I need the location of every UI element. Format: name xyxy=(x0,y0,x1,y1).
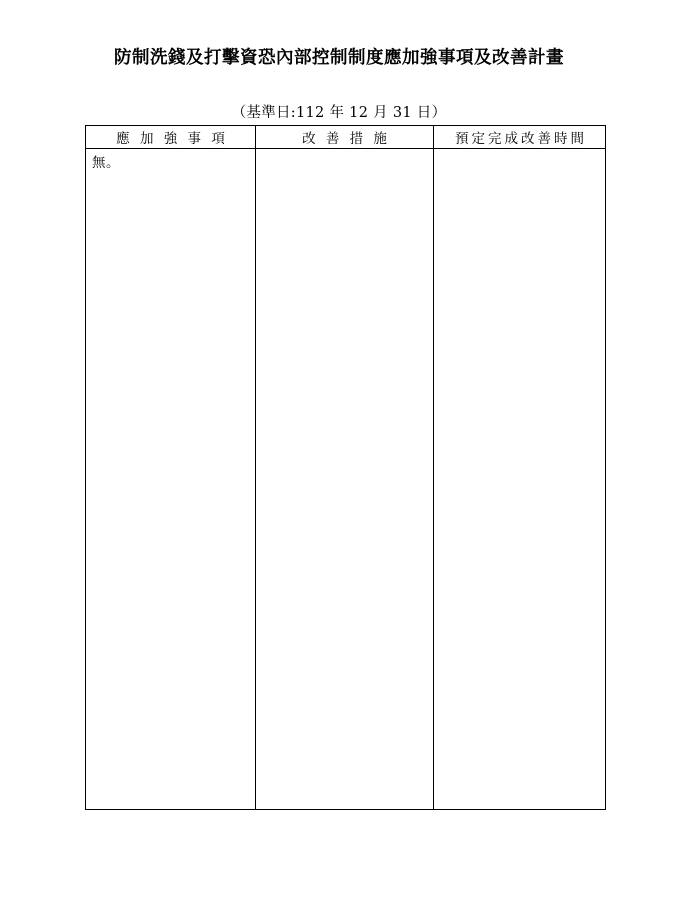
cell-item-text: 無。 xyxy=(92,155,120,171)
column-header-due-date: 預定完成改善時間 xyxy=(434,126,606,149)
cell-measure xyxy=(256,149,434,810)
page-subtitle: （基準日:112 年 12 月 31 日） xyxy=(231,105,447,121)
column-header-item: 應 加 強 事 項 xyxy=(86,126,256,149)
cell-due-date xyxy=(434,149,606,810)
table-row xyxy=(86,149,606,810)
table-header xyxy=(86,126,606,149)
cell-item xyxy=(86,149,256,810)
improvement-plan-table xyxy=(85,125,606,810)
table-header-row xyxy=(86,126,606,149)
page-title: 防制洗錢及打擊資恐內部控制制度應加強事項及改善計畫 xyxy=(114,48,564,68)
improvement-plan-table-wrapper xyxy=(85,125,593,810)
column-header-measure: 改 善 措 施 xyxy=(256,126,434,149)
table-body xyxy=(86,149,606,810)
